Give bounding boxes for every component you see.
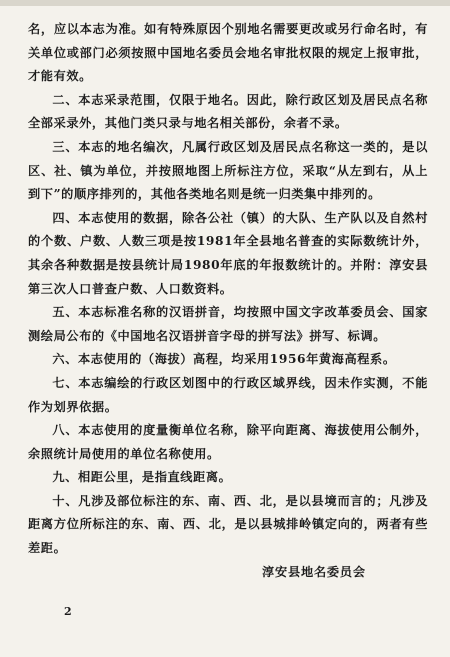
paragraph-item-8: 八、本志使用的度量衡单位名称，除平向距离、海拔使用公制外，余照统计局使用的单位名称使用。 [28,423,428,461]
document-body [28,18,428,561]
paragraph-item-4: 四、本志使用的数据，除各公社（镇）的大队、生产队以及自然村的个数、户数、人数三项是按1981年全县地名普查的实际数统计外，其余各种数据是按县统计局1980年底的年报数统计的。并附：淳安县第三次人口普查户数、人口数资料。 [28,210,428,296]
paragraph-item-5: 五、本志标准名称的汉语拼音，均按照中国文字改革委员会、国家测绘局公布的《中国地名汉语拼音字母的拼写法》拼写、标调。 [28,305,428,343]
paragraph-item-9: 九、相距公里，是指直线距离。 [52,470,232,485]
paragraph-item-10: 十、凡涉及部位标注的东、南、西、北，是以县境而言的；凡涉及距离方位所标注的东、南、西、北，是以县城排岭镇定向的，两者有些差距。 [28,493,428,556]
paragraph-item-6: 六、本志使用的（海拔）高程，均采用1956年黄海高程系。 [52,352,396,367]
signature-committee: 淳安县地名委员会 [262,565,366,579]
scan-edge [0,0,450,6]
paragraph-item-7: 七、本志编绘的行政区划图中的行政区域界线，因未作实测，不能作为划界依据。 [28,375,428,414]
page-number: 2 [64,605,72,618]
paragraph-item-3: 三、本志的地名编次，凡属行政区划及居民点名称这一类的，是以区、社、镇为单位，并按照地图上所标注方位，采取“从左到右，从上到下”的顺序排列的，其他各类地名则是统一归类集中排列的。 [28,139,428,202]
paragraph-item-2: 二、本志采录范围，仅限于地名。因此，除行政区划及居民点名称全部采录外，其他门类只录与地名相关部份，余者不录。 [28,92,428,131]
paragraph-intro-continuation: 名，应以本志为准。如有特殊原因个别地名需要更改或另行命名时，有关单位或部门必须按照中国地名委员会地名审批权限的规定上报审批，才能有效。 [28,22,428,84]
